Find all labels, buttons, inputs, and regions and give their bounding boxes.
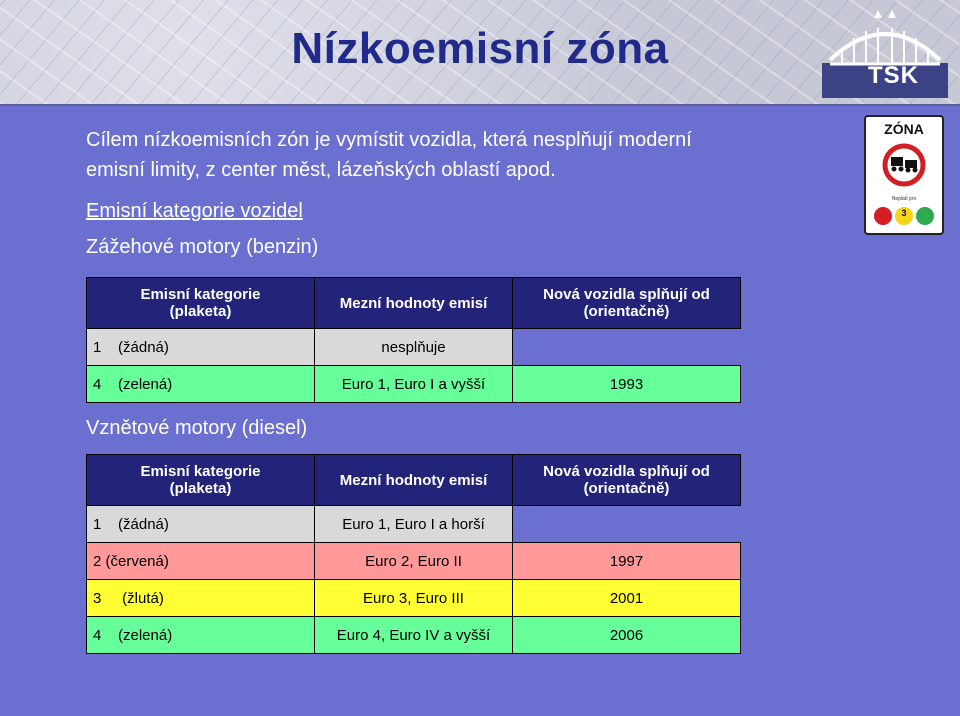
table-row xyxy=(87,617,741,654)
category-cell: 3 (žlutá) xyxy=(87,580,315,617)
benzin-table xyxy=(86,277,741,403)
year-cell: 1993 xyxy=(513,366,741,403)
limit-cell: Euro 3, Euro III xyxy=(315,580,513,617)
category-cell: 1 (žádná) xyxy=(87,506,315,543)
page-title: Nízkoemisní zóna xyxy=(291,24,669,73)
year-cell xyxy=(513,329,741,366)
table-row xyxy=(87,580,741,617)
no-vehicles-icon xyxy=(882,143,926,187)
intro-line-2: emisní limity, z center měst, lázeňských oblastí apod. xyxy=(86,159,556,181)
zone-sign-label: ZÓNA xyxy=(884,121,924,137)
section-heading: Emisní kategorie vozidel xyxy=(86,200,303,222)
category-cell: 2 (červená) xyxy=(87,543,315,580)
limit-cell: Euro 1, Euro I a horší xyxy=(315,506,513,543)
diesel-table-header xyxy=(87,455,741,506)
zone-sign-sub: Neplatí pro xyxy=(891,196,917,202)
table-row xyxy=(87,506,741,543)
limit-cell: Euro 4, Euro IV a vyšší xyxy=(315,617,513,654)
header-category: Emisní kategorie (plaketa) xyxy=(87,455,315,506)
table-row xyxy=(87,543,741,580)
logo-text: TSK xyxy=(868,62,919,89)
category-cell: 4 (zelená) xyxy=(87,366,315,403)
intro-line-1: Cílem nízkoemisních zón je vymístit vozidla, která nesplňují moderní xyxy=(86,129,692,151)
category-cell: 4 (zelená) xyxy=(87,617,315,654)
intro-text xyxy=(86,125,806,185)
benzin-table-header xyxy=(87,278,741,329)
diesel-label: Vznětové motory (diesel) xyxy=(86,417,308,439)
limit-cell: Euro 1, Euro I a vyšší xyxy=(315,366,513,403)
limit-cell: nesplňuje xyxy=(315,329,513,366)
header-limits: Mezní hodnoty emisí xyxy=(315,278,513,329)
year-cell: 2001 xyxy=(513,580,741,617)
table-row xyxy=(87,329,741,366)
category-cell: 1 (žádná) xyxy=(87,329,315,366)
benzin-label: Zážehové motory (benzin) xyxy=(86,236,319,258)
header-divider xyxy=(0,104,960,106)
header-category: Emisní kategorie (plaketa) xyxy=(87,278,315,329)
table-row xyxy=(87,366,741,403)
year-cell xyxy=(513,506,741,543)
header-since: Nová vozidla splňují od (orientačně) xyxy=(513,278,741,329)
limit-cell: Euro 2, Euro II xyxy=(315,543,513,580)
diesel-table xyxy=(86,454,741,654)
zone-sign xyxy=(864,115,944,235)
year-cell: 1997 xyxy=(513,543,741,580)
year-cell: 2006 xyxy=(513,617,741,654)
header-since: Nová vozidla splňují od (orientačně) xyxy=(513,455,741,506)
zone-sign-badge-number: 3 xyxy=(901,208,907,218)
header-limits: Mezní hodnoty emisí xyxy=(315,455,513,506)
